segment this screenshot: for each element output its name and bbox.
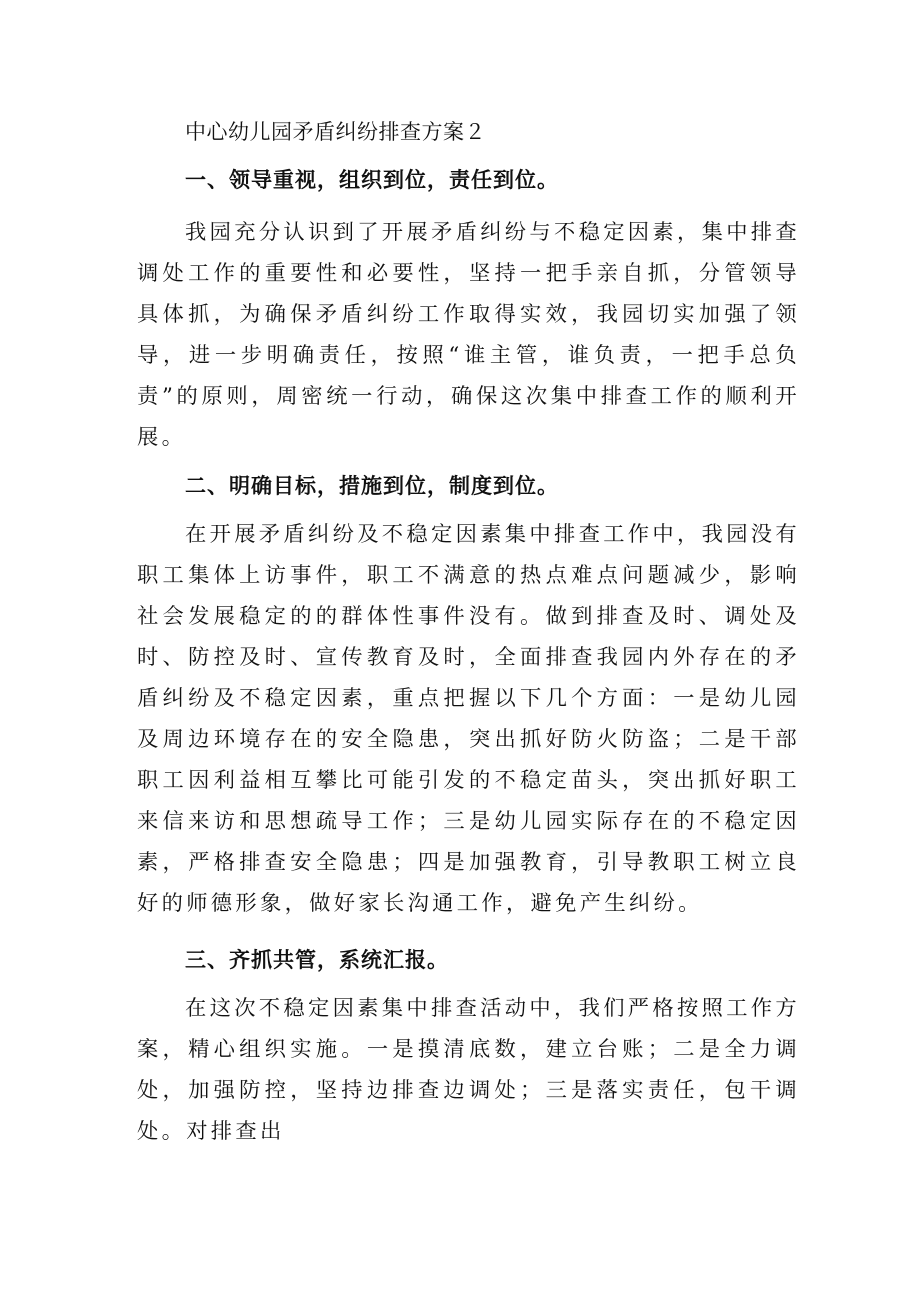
- section-heading-leadership: 一、领导重视，组织到位，责任到位。: [185, 168, 559, 192]
- section-paragraph-leadership: 我园充分认识到了开展矛盾纠纷与不稳定因素，集中排查调处工作的重要性和必要性，坚持一把手亲自抓，分管领导具体抓，为确保矛盾纠纷工作取得实效，我园切实加强了领导，进一步明确责任，按照“谁主管，谁负责，一把手总负责”的原则，周密统一行动，确保这次集中排查工作的顺利开展。: [137, 220, 800, 450]
- section-heading-management: 三、齐抓共管，系统汇报。: [185, 948, 449, 972]
- section-paragraph-goals: 在开展矛盾纠纷及不稳定因素集中排查工作中，我园没有职工集体上访事件，职工不满意的热点难点问题减少，影响社会发展稳定的的群体性事件没有。做到排查及时、调处及时、防控及时、宣传教育及时，全面排查我园内外存在的矛盾纠纷及不稳定因素，重点把握以下几个方面：一是幼儿园及周边环境存在的安全隐患，突出抓好防火防盗；二是干部职工因利益相互攀比可能引发的不稳定苗头，突出抓好职工来信来访和思想疏导工作；三是幼儿园实际存在的不稳定因素，严格排查安全隐患；四是加强教育，引导教职工树立良好的师德形象，做好家长沟通工作，避免产生纠纷。: [137, 522, 800, 916]
- section-heading-goals: 二、明确目标，措施到位，制度到位。: [185, 474, 559, 498]
- document-title: 中心幼儿园矛盾纠纷排查方案２: [185, 120, 486, 144]
- section-paragraph-management: 在这次不稳定因素集中排查活动中，我们严格按照工作方案，精心组织实施。一是摸清底数，建立台账；二是全力调处，加强防控，坚持边排查边调处；三是落实责任，包干调处。对排查出: [137, 996, 800, 1144]
